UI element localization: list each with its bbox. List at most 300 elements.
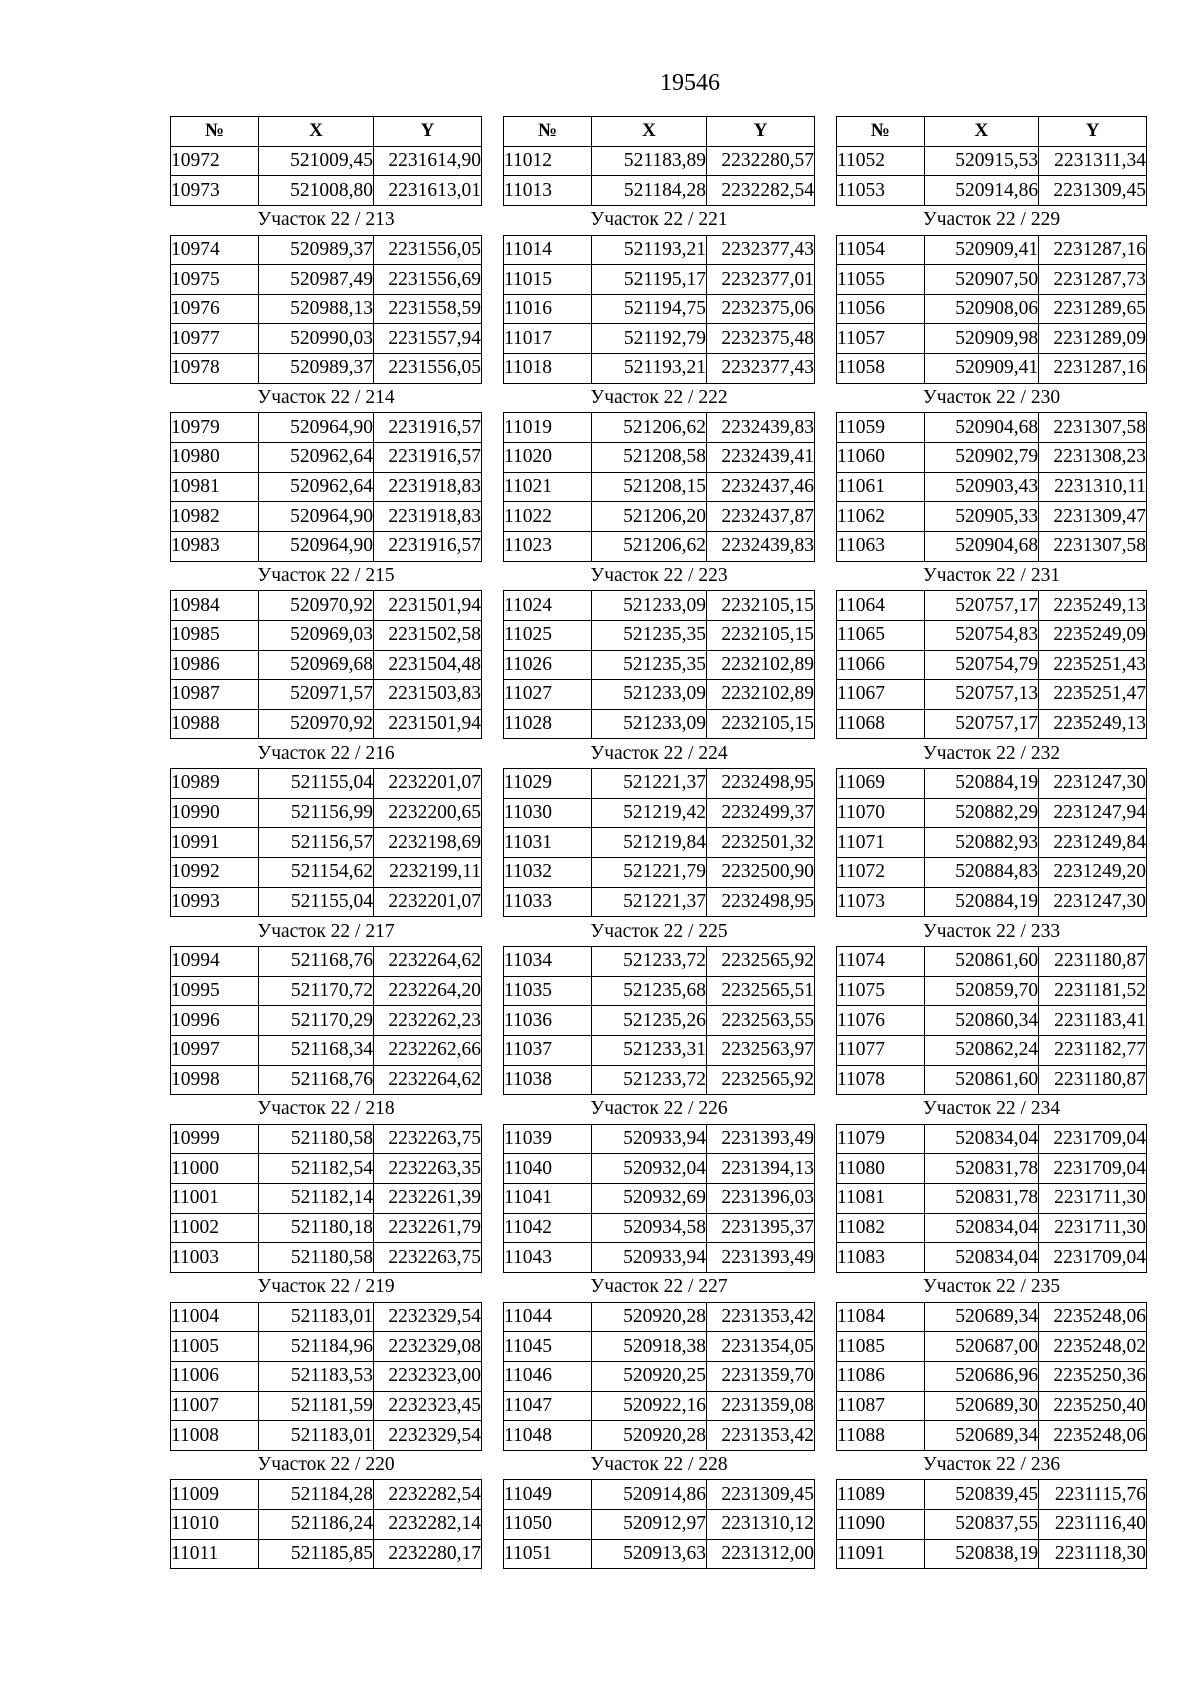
x-coordinate: 521195,17 [592,265,707,295]
section-title: Участок 22 / 225 [504,917,815,947]
section-row [171,1450,482,1480]
table-row [171,620,482,650]
y-coordinate: 2232200,65 [374,798,482,828]
x-coordinate: 520922,16 [592,1391,707,1421]
point-number: 11045 [504,1332,592,1362]
point-number: 11075 [837,976,925,1006]
table-row [504,769,815,799]
point-number: 11066 [837,650,925,680]
table-row [504,324,815,354]
table-row [837,858,1147,888]
point-number: 11039 [504,1124,592,1154]
x-coordinate: 521181,59 [259,1391,374,1421]
y-coordinate: 2231312,00 [707,1539,815,1569]
header-x: X [259,117,374,147]
y-coordinate: 2232565,92 [707,946,815,976]
section-title: Участок 22 / 218 [171,1095,482,1125]
section-title: Участок 22 / 222 [504,383,815,413]
y-coordinate: 2232264,62 [374,946,482,976]
table-row [837,1124,1147,1154]
x-coordinate: 520884,83 [924,858,1039,888]
y-coordinate: 2232329,54 [374,1302,482,1332]
x-coordinate: 521184,96 [259,1332,374,1362]
x-coordinate: 520834,04 [924,1243,1039,1273]
point-number: 11055 [837,265,925,295]
x-coordinate: 521184,28 [259,1480,374,1510]
x-coordinate: 521194,75 [592,294,707,324]
point-number: 11076 [837,1006,925,1036]
point-number: 11002 [171,1213,259,1243]
table-row [504,1065,815,1095]
table-row [171,146,482,176]
section-title: Участок 22 / 219 [171,1272,482,1302]
point-number: 11029 [504,769,592,799]
y-coordinate: 2231183,41 [1039,1006,1147,1036]
point-number: 11020 [504,443,592,473]
x-coordinate: 521168,76 [259,946,374,976]
table-row [837,472,1147,502]
point-number: 11018 [504,354,592,384]
table-row [171,531,482,561]
table-row [504,1332,815,1362]
x-coordinate: 521235,35 [592,650,707,680]
table-row [171,1391,482,1421]
x-coordinate: 520970,92 [259,709,374,739]
x-coordinate: 520862,24 [924,1035,1039,1065]
table-row [837,294,1147,324]
point-number: 11083 [837,1243,925,1273]
point-number: 11050 [504,1510,592,1540]
y-coordinate: 2231711,30 [1039,1213,1147,1243]
table-row [504,1035,815,1065]
point-number: 10972 [171,146,259,176]
y-coordinate: 2232500,90 [707,858,815,888]
table-row [171,680,482,710]
x-coordinate: 520884,19 [924,769,1039,799]
point-number: 11026 [504,650,592,680]
x-coordinate: 520909,41 [924,354,1039,384]
y-coordinate: 2231395,37 [707,1213,815,1243]
y-coordinate: 2231249,84 [1039,828,1147,858]
point-number: 11016 [504,294,592,324]
section-row [837,1272,1147,1302]
point-number: 11021 [504,472,592,502]
table-row [171,887,482,917]
point-number: 11062 [837,502,925,532]
table-row [171,472,482,502]
x-coordinate: 520884,19 [924,887,1039,917]
point-number: 10980 [171,443,259,473]
x-coordinate: 520902,79 [924,443,1039,473]
table-row [837,650,1147,680]
x-coordinate: 521180,18 [259,1213,374,1243]
point-number: 11028 [504,709,592,739]
y-coordinate: 2231287,16 [1039,354,1147,384]
section-title: Участок 22 / 236 [837,1450,1147,1480]
x-coordinate: 520989,37 [259,354,374,384]
table-row [171,265,482,295]
table-row [171,1332,482,1362]
y-coordinate: 2232377,43 [707,235,815,265]
table-header-row [837,117,1147,147]
point-number: 11003 [171,1243,259,1273]
y-coordinate: 2232437,87 [707,502,815,532]
x-coordinate: 521221,37 [592,887,707,917]
section-title: Участок 22 / 213 [171,205,482,235]
y-coordinate: 2232501,32 [707,828,815,858]
y-coordinate: 2232280,57 [707,146,815,176]
table-row [171,650,482,680]
table-row [837,176,1147,206]
header-x: X [592,117,707,147]
point-number: 11074 [837,946,925,976]
x-coordinate: 521155,04 [259,887,374,917]
header-y: Y [1039,117,1147,147]
point-number: 11015 [504,265,592,295]
x-coordinate: 521192,79 [592,324,707,354]
x-coordinate: 520920,28 [592,1421,707,1451]
y-coordinate: 2231181,52 [1039,976,1147,1006]
page-number: 19546 [660,70,720,96]
point-number: 11089 [837,1480,925,1510]
table-row [171,946,482,976]
x-coordinate: 520757,17 [924,709,1039,739]
y-coordinate: 2235249,13 [1039,709,1147,739]
x-coordinate: 521233,31 [592,1035,707,1065]
point-number: 10993 [171,887,259,917]
y-coordinate: 2231556,05 [374,235,482,265]
point-number: 10978 [171,354,259,384]
y-coordinate: 2232282,54 [707,176,815,206]
y-coordinate: 2231916,57 [374,443,482,473]
x-coordinate: 520837,55 [924,1510,1039,1540]
x-coordinate: 521206,62 [592,413,707,443]
table-row [504,1510,815,1540]
table-row [837,1184,1147,1214]
x-coordinate: 520839,45 [924,1480,1039,1510]
y-coordinate: 2231180,87 [1039,1065,1147,1095]
y-coordinate: 2235248,06 [1039,1302,1147,1332]
x-coordinate: 521155,04 [259,769,374,799]
point-number: 11091 [837,1539,925,1569]
table-row [837,680,1147,710]
point-number: 10982 [171,502,259,532]
point-number: 11048 [504,1421,592,1451]
y-coordinate: 2232563,55 [707,1006,815,1036]
y-coordinate: 2232261,39 [374,1184,482,1214]
x-coordinate: 520754,79 [924,650,1039,680]
point-number: 11064 [837,591,925,621]
y-coordinate: 2231709,04 [1039,1243,1147,1273]
table-row [171,591,482,621]
point-number: 11033 [504,887,592,917]
x-coordinate: 521009,45 [259,146,374,176]
point-number: 11053 [837,176,925,206]
point-number: 11004 [171,1302,259,1332]
x-coordinate: 521221,37 [592,769,707,799]
point-number: 11082 [837,1213,925,1243]
point-number: 11054 [837,235,925,265]
section-row [504,1272,815,1302]
y-coordinate: 2232201,07 [374,769,482,799]
x-coordinate: 521233,72 [592,946,707,976]
point-number: 11017 [504,324,592,354]
y-coordinate: 2232263,75 [374,1243,482,1273]
x-coordinate: 520971,57 [259,680,374,710]
y-coordinate: 2231614,90 [374,146,482,176]
section-row [504,561,815,591]
table-row [171,324,482,354]
y-coordinate: 2232282,54 [374,1480,482,1510]
y-coordinate: 2231394,13 [707,1154,815,1184]
table-row [837,1391,1147,1421]
y-coordinate: 2231289,65 [1039,294,1147,324]
point-number: 11007 [171,1391,259,1421]
table-row [171,413,482,443]
x-coordinate: 521233,09 [592,591,707,621]
x-coordinate: 521233,09 [592,680,707,710]
x-coordinate: 521219,84 [592,828,707,858]
section-title: Участок 22 / 227 [504,1272,815,1302]
table-row [837,1539,1147,1569]
section-title: Участок 22 / 235 [837,1272,1147,1302]
table-row [837,265,1147,295]
point-number: 10992 [171,858,259,888]
table-row [504,146,815,176]
y-coordinate: 2231115,76 [1039,1480,1147,1510]
table-row [171,1035,482,1065]
table-row [837,887,1147,917]
y-coordinate: 2231613,01 [374,176,482,206]
x-coordinate: 520920,28 [592,1302,707,1332]
x-coordinate: 520904,68 [924,531,1039,561]
table-row [504,887,815,917]
coordinate-table-2 [503,116,815,1569]
x-coordinate: 520909,98 [924,324,1039,354]
table-row [504,472,815,502]
y-coordinate: 2232201,07 [374,887,482,917]
table-row [504,265,815,295]
table-row [504,1124,815,1154]
section-row [171,561,482,591]
point-number: 11085 [837,1332,925,1362]
x-coordinate: 520932,04 [592,1154,707,1184]
x-coordinate: 520969,68 [259,650,374,680]
y-coordinate: 2231310,12 [707,1510,815,1540]
table-row [171,1213,482,1243]
table-row [171,1421,482,1451]
y-coordinate: 2232280,17 [374,1539,482,1569]
table-row [171,1302,482,1332]
table-row [504,1361,815,1391]
y-coordinate: 2231354,05 [707,1332,815,1362]
y-coordinate: 2231309,45 [1039,176,1147,206]
y-coordinate: 2232261,79 [374,1213,482,1243]
table-row [171,1184,482,1214]
table-row [837,1332,1147,1362]
section-title: Участок 22 / 228 [504,1450,815,1480]
table-row [837,324,1147,354]
x-coordinate: 520834,04 [924,1124,1039,1154]
y-coordinate: 2231247,94 [1039,798,1147,828]
y-coordinate: 2231504,48 [374,650,482,680]
y-coordinate: 2232264,62 [374,1065,482,1095]
x-coordinate: 521170,72 [259,976,374,1006]
x-coordinate: 520882,29 [924,798,1039,828]
point-number: 11086 [837,1361,925,1391]
header-number: № [504,117,592,147]
point-number: 11081 [837,1184,925,1214]
section-title: Участок 22 / 220 [171,1450,482,1480]
y-coordinate: 2232105,15 [707,709,815,739]
x-coordinate: 520969,03 [259,620,374,650]
table-row [504,1480,815,1510]
table-row [504,502,815,532]
x-coordinate: 520754,83 [924,620,1039,650]
point-number: 10990 [171,798,259,828]
table-row [504,531,815,561]
section-title: Участок 22 / 226 [504,1095,815,1125]
x-coordinate: 521008,80 [259,176,374,206]
table-row [504,354,815,384]
x-coordinate: 520970,92 [259,591,374,621]
x-coordinate: 521206,62 [592,531,707,561]
x-coordinate: 521183,01 [259,1421,374,1451]
x-coordinate: 520834,04 [924,1213,1039,1243]
y-coordinate: 2232439,83 [707,413,815,443]
section-title: Участок 22 / 214 [171,383,482,413]
x-coordinate: 520933,94 [592,1124,707,1154]
table-row [504,1184,815,1214]
x-coordinate: 520914,86 [924,176,1039,206]
x-coordinate: 521235,68 [592,976,707,1006]
y-coordinate: 2232565,92 [707,1065,815,1095]
y-coordinate: 2232377,43 [707,354,815,384]
y-coordinate: 2232102,89 [707,650,815,680]
table-row [171,1539,482,1569]
table-row [171,1006,482,1036]
point-number: 11047 [504,1391,592,1421]
x-coordinate: 521221,79 [592,858,707,888]
y-coordinate: 2231916,57 [374,531,482,561]
x-coordinate: 520831,78 [924,1154,1039,1184]
table-row [837,531,1147,561]
section-row [171,917,482,947]
y-coordinate: 2235249,09 [1039,620,1147,650]
y-coordinate: 2232323,00 [374,1361,482,1391]
y-coordinate: 2231916,57 [374,413,482,443]
point-number: 11014 [504,235,592,265]
y-coordinate: 2232263,75 [374,1124,482,1154]
point-number: 11056 [837,294,925,324]
x-coordinate: 520861,60 [924,1065,1039,1095]
y-coordinate: 2232498,95 [707,769,815,799]
x-coordinate: 520907,50 [924,265,1039,295]
section-title: Участок 22 / 224 [504,739,815,769]
x-coordinate: 520912,97 [592,1510,707,1540]
point-number: 11008 [171,1421,259,1451]
point-number: 11031 [504,828,592,858]
y-coordinate: 2231307,58 [1039,413,1147,443]
x-coordinate: 520987,49 [259,265,374,295]
x-coordinate: 521183,89 [592,146,707,176]
section-row [837,917,1147,947]
point-number: 11019 [504,413,592,443]
table-row [837,620,1147,650]
y-coordinate: 2232329,08 [374,1332,482,1362]
table-row [171,1361,482,1391]
point-number: 11077 [837,1035,925,1065]
x-coordinate: 521233,72 [592,1065,707,1095]
y-coordinate: 2235250,36 [1039,1361,1147,1391]
table-row [837,413,1147,443]
point-number: 11009 [171,1480,259,1510]
point-number: 11027 [504,680,592,710]
table-row [837,1243,1147,1273]
x-coordinate: 521235,26 [592,1006,707,1036]
section-row [171,1272,482,1302]
table-row [504,591,815,621]
section-row [837,739,1147,769]
table-row [504,1154,815,1184]
point-number: 11013 [504,176,592,206]
section-row [504,1450,815,1480]
table-row [837,828,1147,858]
y-coordinate: 2231556,69 [374,265,482,295]
y-coordinate: 2231247,30 [1039,769,1147,799]
x-coordinate: 521184,28 [592,176,707,206]
point-number: 10979 [171,413,259,443]
x-coordinate: 520918,38 [592,1332,707,1362]
x-coordinate: 521180,58 [259,1243,374,1273]
y-coordinate: 2231503,83 [374,680,482,710]
y-coordinate: 2232563,97 [707,1035,815,1065]
section-row [504,917,815,947]
section-row [171,739,482,769]
x-coordinate: 521206,20 [592,502,707,532]
point-number: 10999 [171,1124,259,1154]
point-number: 11088 [837,1421,925,1451]
point-number: 10973 [171,176,259,206]
x-coordinate: 520964,90 [259,502,374,532]
x-coordinate: 521154,62 [259,858,374,888]
point-number: 11022 [504,502,592,532]
y-coordinate: 2231311,34 [1039,146,1147,176]
header-y: Y [707,117,815,147]
y-coordinate: 2231249,20 [1039,858,1147,888]
point-number: 10998 [171,1065,259,1095]
x-coordinate: 520913,63 [592,1539,707,1569]
y-coordinate: 2235249,13 [1039,591,1147,621]
point-number: 11070 [837,798,925,828]
point-number: 11034 [504,946,592,976]
point-number: 11005 [171,1332,259,1362]
point-number: 10975 [171,265,259,295]
x-coordinate: 521183,01 [259,1302,374,1332]
y-coordinate: 2232439,41 [707,443,815,473]
coordinate-table-3 [836,116,1147,1569]
y-coordinate: 2231310,11 [1039,472,1147,502]
point-number: 10989 [171,769,259,799]
section-row [837,205,1147,235]
y-coordinate: 2231709,04 [1039,1124,1147,1154]
section-row [171,1095,482,1125]
point-number: 11041 [504,1184,592,1214]
table-row [171,1480,482,1510]
point-number: 11040 [504,1154,592,1184]
section-title: Участок 22 / 223 [504,561,815,591]
x-coordinate: 521156,99 [259,798,374,828]
